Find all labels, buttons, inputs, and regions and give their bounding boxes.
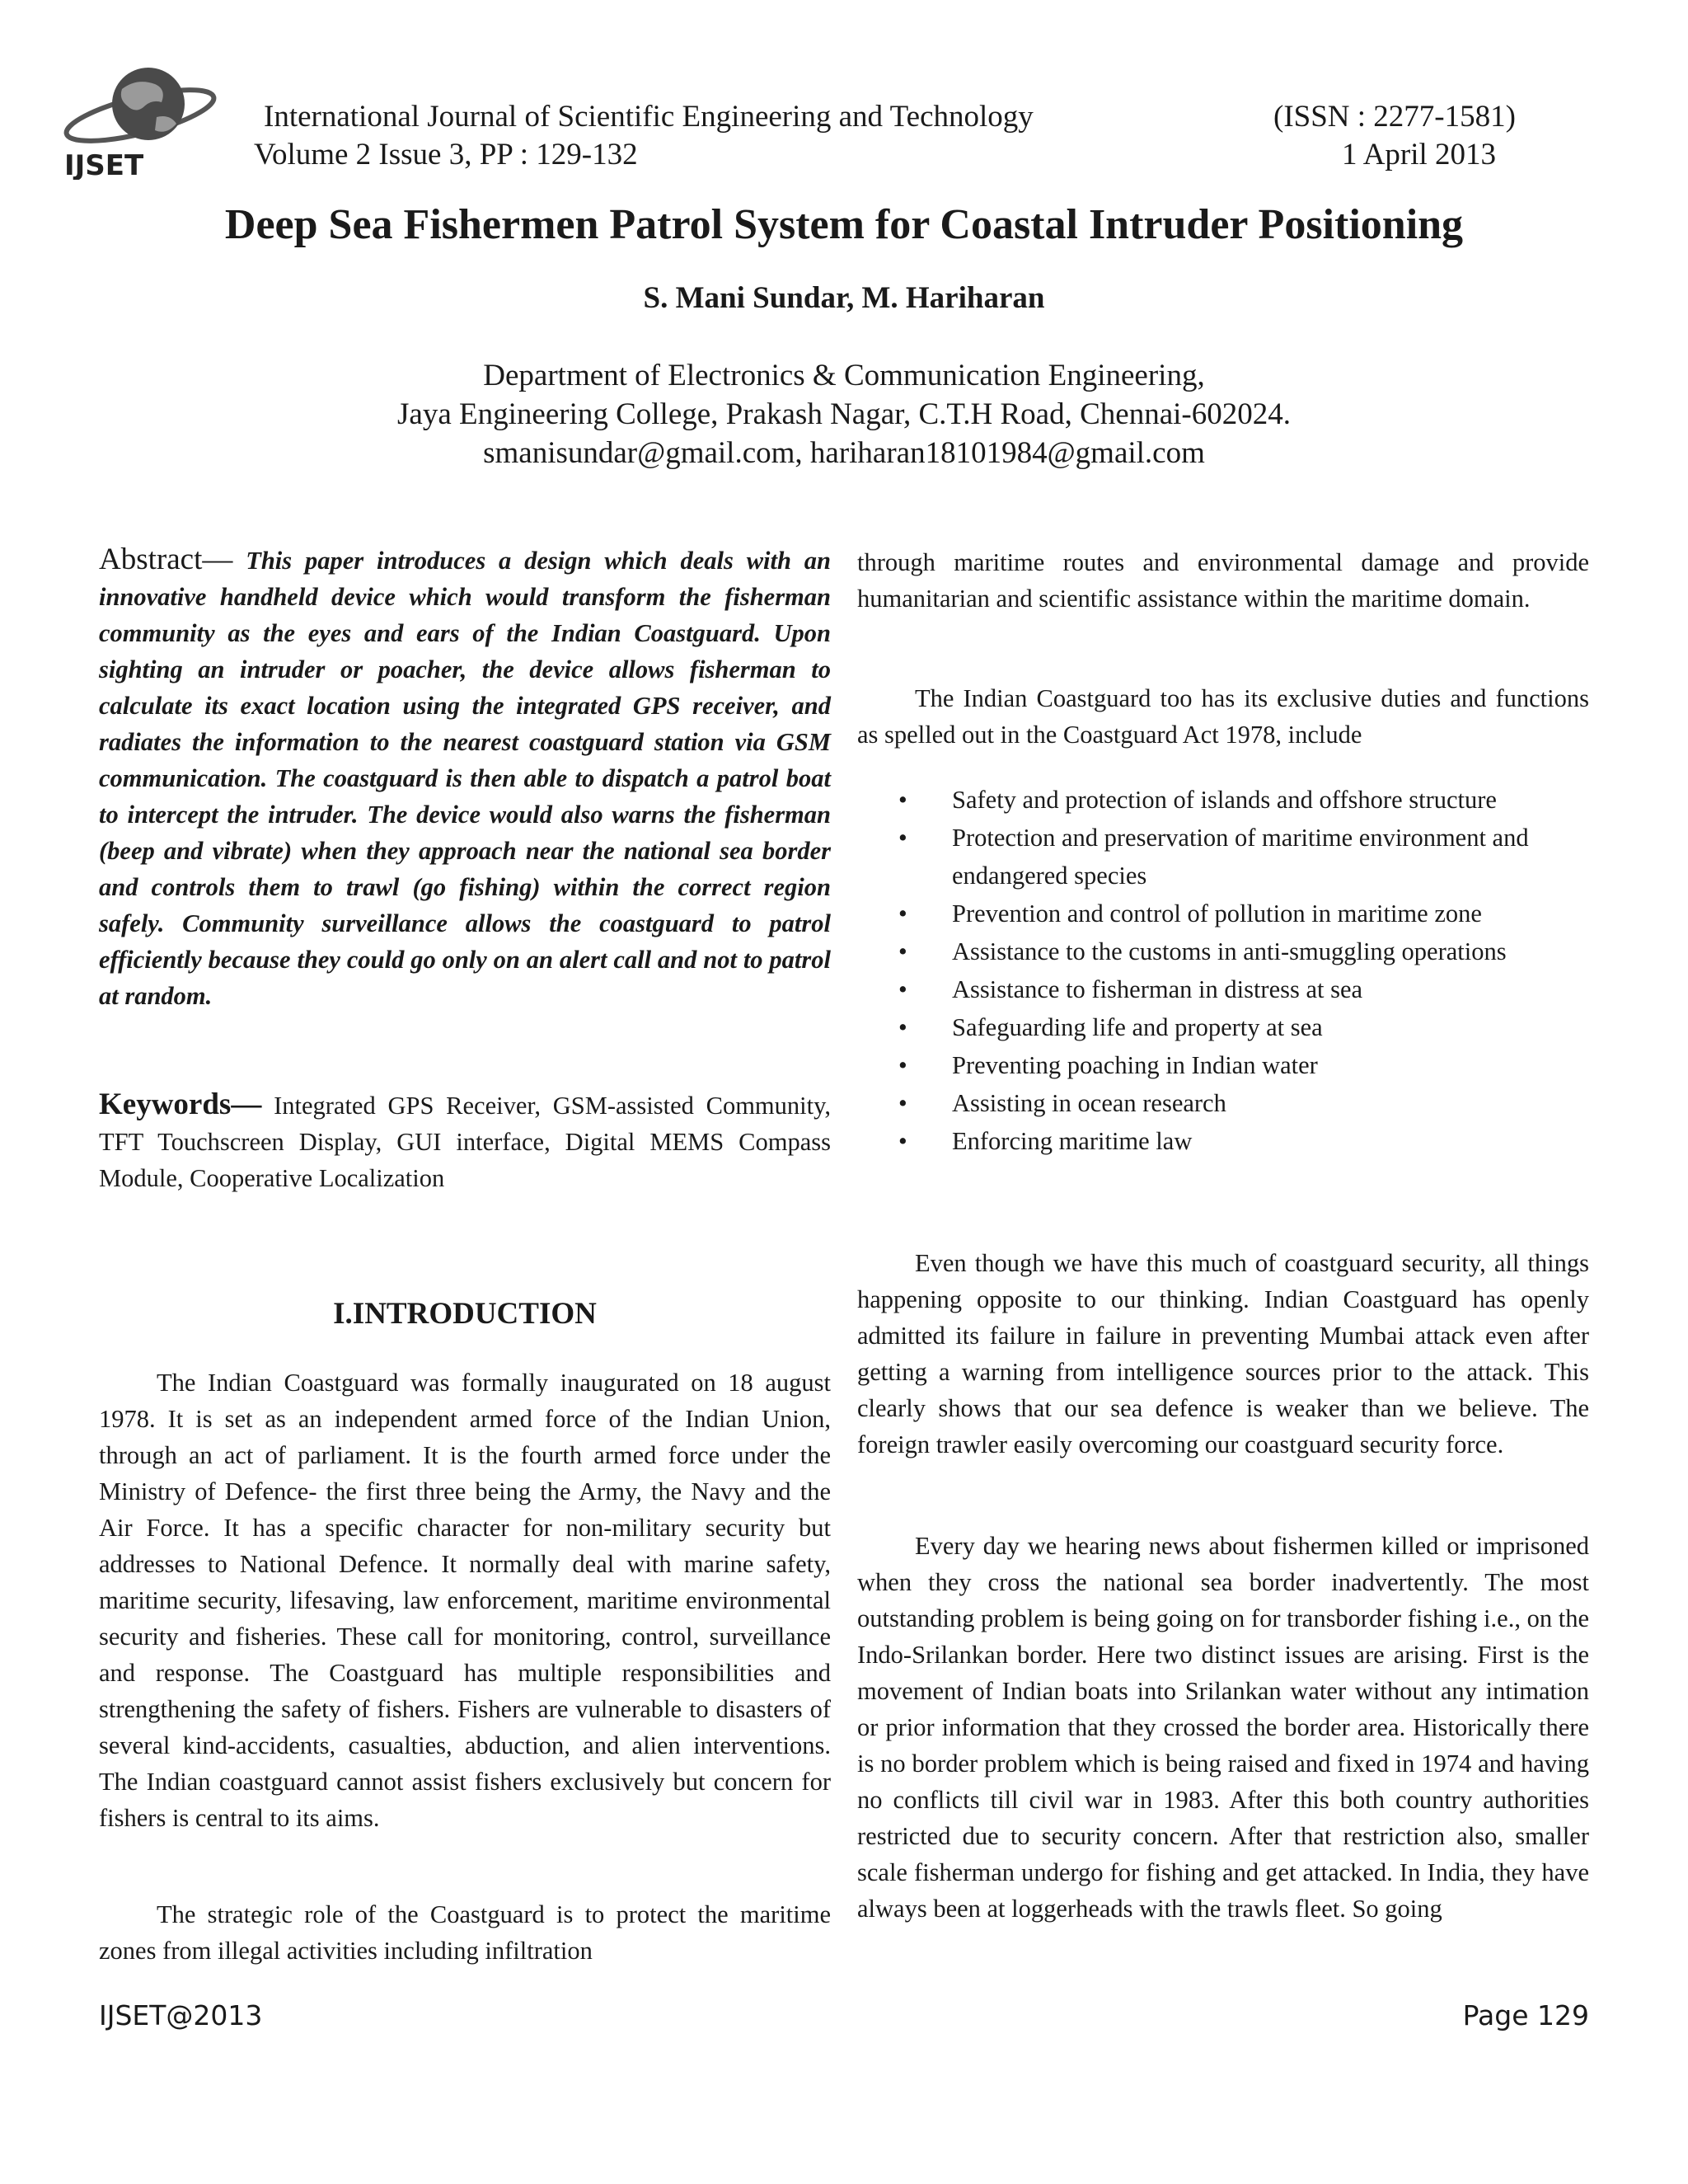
list-item: • Assistance to fisherman in distress at sea	[898, 970, 1589, 1008]
list-item: • Assistance to the customs in anti-smuggling operations	[898, 932, 1589, 970]
list-item: • Preventing poaching in Indian water	[898, 1046, 1589, 1084]
issn: (ISSN : 2277-1581)	[1273, 100, 1516, 134]
issue-date: 1 April 2013	[1342, 138, 1497, 171]
affiliation	[0, 356, 1688, 472]
list-item: • Enforcing maritime law	[898, 1122, 1589, 1160]
keywords-label: Keywords—	[99, 1087, 262, 1121]
abstract	[99, 542, 831, 1014]
logo-text: IJSET	[64, 149, 144, 180]
bullet-icon: •	[898, 1089, 907, 1117]
paragraph-duties	[857, 680, 1589, 753]
affiliation-department: Department of Electronics & Communication Engineering,	[483, 359, 1205, 392]
keywords	[99, 1087, 831, 1196]
bullet-icon: •	[898, 1127, 907, 1155]
bullet-icon: •	[898, 786, 907, 814]
list-item: • Safeguarding life and property at sea	[898, 1008, 1589, 1046]
security-text: Even though we have this much of coastguard security, all things happening opposite to our thinking. Indian Coastguard has openly admitted its failure in failure in preventing Mumbai attack even after getting a warning from intelligence sources prior to the attack. This clearly shows that our sea defence is weaker than we believe. The foreign trawler easily overcoming our coastguard security force.	[857, 1249, 1589, 1458]
introduction-paragraph-2	[99, 1896, 831, 1969]
list-item: • Safety and protection of islands and offshore structure	[898, 781, 1589, 819]
everyday-text: Every day we hearing news about fishermen killed or imprisoned when they cross the national sea border inadvertently. The most outstanding problem is being going on for transborder fishing i.e., on the Indo-Srilankan border. Here two distinct issues are arising. First is the movement of Indian boats into Srilankan water without any intimation or prior information that they crossed the border area. Historically there is no border problem which is being raised and fixed in 1974 and having no conflicts till civil war in 1983. After this both country authorities restricted due to security concern. After that restriction also, smaller scale fisherman undergo for fishing and get attacked. In India, they have always been at loggerheads with the trawls fleet. So going	[857, 1532, 1589, 1923]
keywords-text: Integrated GPS Receiver, GSM-assisted Community, TFT Touchscreen Display, GUI interface, Digital MEMS Compass Module, Cooperative Localization	[99, 1092, 831, 1192]
bullet-icon: •	[898, 1013, 907, 1041]
paragraph-everyday	[857, 1528, 1589, 1927]
page-number: Page 129	[1462, 1999, 1589, 2031]
bullet-icon: •	[898, 937, 907, 965]
bullet-icon: •	[898, 824, 907, 852]
intro-p2-text: The strategic role of the Coastguard is to protect the maritime zones from illegal activities including infiltration	[99, 1900, 831, 1965]
paragraph-security	[857, 1245, 1589, 1463]
intro-p1-text: The Indian Coastguard was formally inaugurated on 18 august 1978. It is set as an independent armed force of the Indian Union, through an act of parliament. It is the fourth armed force under the Ministry of Defence- the first three being the Army, the Navy and the Air Force. It has a specific character for non-military security but addresses to National Defence. It normally deal with marine safety, maritime security, lifesaving, law enforcement, maritime environmental security and fisheries. These call for monitoring, control, surveillance and response. The Coastguard has multiple responsibilities and strengthening the safety of fishers. Fishers are vulnerable to disasters of several kind-accidents, casualties, abduction, and alien interventions. The Indian coastguard cannot assist fishers exclusively but concern for fishers is central to its aims.	[99, 1369, 831, 1832]
section-heading-introduction: I.INTRODUCTION	[333, 1297, 597, 1331]
abstract-text: This paper introduces a design which deals with an innovative handheld device which would transform the fisherman community as the eyes and ears of the Indian Coastguard. Upon sighting an intruder or poacher, the device allows fisherman to calculate its exact location using the integrated GPS receiver, and radiates the information to the nearest coastguard station via GSM communication. The coastguard is then able to dispatch a patrol boat to intercept the intruder. The device would also warns the fisherman (beep and vibrate) when they approach near the national sea border and controls them to trawl (go fishing) within the correct region safely. Community surveillance allows the coastguard to patrol efficiently because they could go only on an alert call and not to patrol at random.	[99, 547, 832, 1010]
abstract-label: Abstract—	[99, 542, 233, 576]
paragraph-continuation	[857, 544, 1589, 617]
bullet-icon: •	[898, 899, 907, 928]
journal-logo	[58, 56, 223, 180]
duties-text: The Indian Coastguard too has its exclusive duties and functions as spelled out in the Coastguard Act 1978, include	[857, 684, 1589, 749]
footer-copyright: IJSET@2013	[99, 1999, 263, 2031]
duties-list	[898, 781, 1589, 1160]
introduction-paragraph-1	[99, 1364, 831, 1836]
list-item: • Protection and preservation of maritime environment and endangered species	[898, 819, 1589, 895]
journal-name: International Journal of Scientific Engineering and Technology	[264, 100, 1034, 134]
list-item: • Assisting in ocean research	[898, 1084, 1589, 1122]
paper-title: Deep Sea Fishermen Patrol System for Coastal Intruder Positioning	[224, 201, 1464, 248]
volume-issue: Volume 2 Issue 3, PP : 129-132	[254, 138, 638, 171]
affiliation-address: Jaya Engineering College, Prakash Nagar, C.T.H Road, Chennai-602024.	[397, 397, 1291, 431]
authors: S. Mani Sundar, M. Hariharan	[643, 281, 1045, 315]
list-item: • Prevention and control of pollution in maritime zone	[898, 895, 1589, 932]
globe-logo-icon	[58, 56, 223, 180]
bullet-icon: •	[898, 1051, 907, 1079]
continuation-text: through maritime routes and environmental damage and provide humanitarian and scientific assistance within the maritime domain.	[857, 548, 1589, 613]
author-emails: smanisundar@gmail.com, hariharan18101984@gmail.com	[483, 436, 1205, 470]
bullet-icon: •	[898, 975, 907, 1003]
